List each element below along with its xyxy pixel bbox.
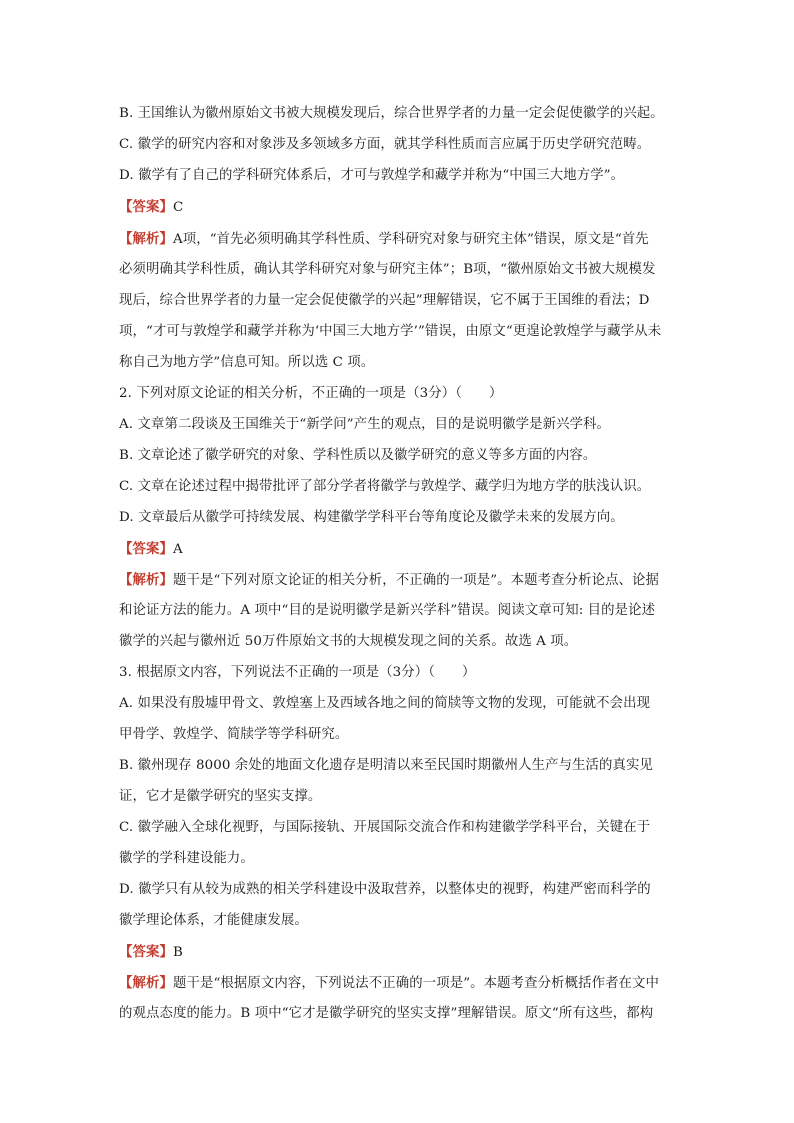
q3-answer <box>119 942 679 963</box>
q1-analysis-line-3: 现后，综合世界学者的力量一定会促使徽学的兴起”理解错误，它不属于王国维的看法；D <box>119 293 650 308</box>
q2-option-a: A. 文章第二段谈及王国维关于“新学问”产生的观点，目的是说明徽学是新兴学科。 <box>119 417 611 432</box>
q2-analysis-line-1 <box>119 570 679 591</box>
analysis-text: A项，“首先必须明确其学科性质、学科研究对象与研究主体”错误，原文是“首先 <box>172 232 649 247</box>
q3-stem: 3. 根据原文内容，下列说法不正确的一项是（3分）（ ） <box>119 665 476 680</box>
q2-analysis-line-3: 徽学的兴起与徽州近 50万件原始文书的大规模发现之间的关系。故选 A 项。 <box>119 634 578 649</box>
q1-analysis-line-1 <box>119 229 679 250</box>
answer-value: C <box>172 200 184 215</box>
analysis-text: 题干是“下列对原文论证的相关分析，不正确的一项是”。本题考查分析论点、论据 <box>172 573 660 588</box>
analysis-tag: 【解析】 <box>119 231 173 247</box>
answer-tag: 【答案】 <box>119 199 173 215</box>
q3-option-a-line-2: 甲骨学、敦煌学、简牍学等学科研究。 <box>119 727 349 742</box>
q1-option-c: C. 徽学的研究内容和对象涉及多领域多方面，就其学科性质而言应属于历史学研究范畴。 <box>119 137 651 152</box>
q3-option-b-line-1: B. 徽州现存 8000 余处的地面文化遗存是明清以来至民国时期徽州人生产与生活的真实见 <box>119 758 654 773</box>
q1-analysis-line-5: 称自己为地方学”信息可知。所以选 C 项。 <box>119 355 375 370</box>
q2-analysis-line-2: 和论证方法的能力。A 项中“目的是说明徽学是新兴学科”错误。阅读文章可知: 目的是论述 <box>119 603 656 618</box>
q3-option-c-line-2: 徽学的学科建设能力。 <box>119 851 254 866</box>
q1-option-d: D. 徽学有了自己的学科研究体系后，才可与敦煌学和藏学并称为“中国三大地方学”。 <box>119 168 625 183</box>
q1-analysis-line-4: 项，“才可与敦煌学和藏学并称为‘中国三大地方学’”错误，由原文“更遑论敦煌学与藏学从未 <box>119 324 662 339</box>
analysis-text: 题干是“根据原文内容，下列说法不正确的一项是”。本题考查分析概括作者在文中 <box>172 976 660 991</box>
q1-analysis-line-2: 必须明确其学科性质，确认其学科研究对象与研究主体”；B项，“徽州原始文书被大规模发 <box>119 262 656 277</box>
q3-option-d-line-1: D. 徽学只有从较为成熟的相关学科建设中汲取营养，以整体史的视野，构建严密而科学的 <box>119 882 651 897</box>
q2-stem: 2. 下列对原文论证的相关分析，不正确的一项是（3分）（ ） <box>119 386 503 401</box>
q3-option-c-line-1: C. 徽学融入全球化视野，与国际接轨、开展国际交流合作和构建徽学学科平台，关键在于 <box>119 820 651 835</box>
answer-value: B <box>172 945 183 960</box>
q2-option-c: C. 文章在论述过程中揭带批评了部分学者将徽学与敦煌学、藏学归为地方学的肤浅认识。 <box>119 479 651 494</box>
q3-option-b-line-2: 证，它才是徽学研究的坚实支撑。 <box>119 789 322 804</box>
q1-option-b: B. 王国维认为徽州原始文书被大规模发现后，综合世界学者的力量一定会促使徽学的兴起。 <box>119 106 664 121</box>
q3-option-d-line-2: 徽学理论体系，才能健康发展。 <box>119 913 308 928</box>
answer-tag: 【答案】 <box>119 541 173 557</box>
q3-analysis-line-1 <box>119 973 679 994</box>
q2-answer <box>119 539 679 560</box>
analysis-tag: 【解析】 <box>119 975 173 991</box>
answer-tag: 【答案】 <box>119 944 173 960</box>
analysis-tag: 【解析】 <box>119 572 173 588</box>
q1-answer <box>119 197 679 218</box>
q2-option-b: B. 文章论述了徽学研究的对象、学科性质以及徽学研究的意义等多方面的内容。 <box>119 448 597 463</box>
answer-value: A <box>172 542 183 557</box>
q3-analysis-line-2: 的观点态度的能力。B 项中“它才是徽学研究的坚实支撑”理解错误。原文“所有这些，都构 <box>119 1006 654 1021</box>
q3-option-a-line-1: A. 如果没有殷墟甲骨文、敦煌塞上及西域各地之间的简牍等文物的发现，可能就不会出现 <box>119 696 651 711</box>
q2-option-d: D. 文章最后从徽学可持续发展、构建徽学学科平台等角度论及徽学未来的发展方向。 <box>119 510 624 525</box>
